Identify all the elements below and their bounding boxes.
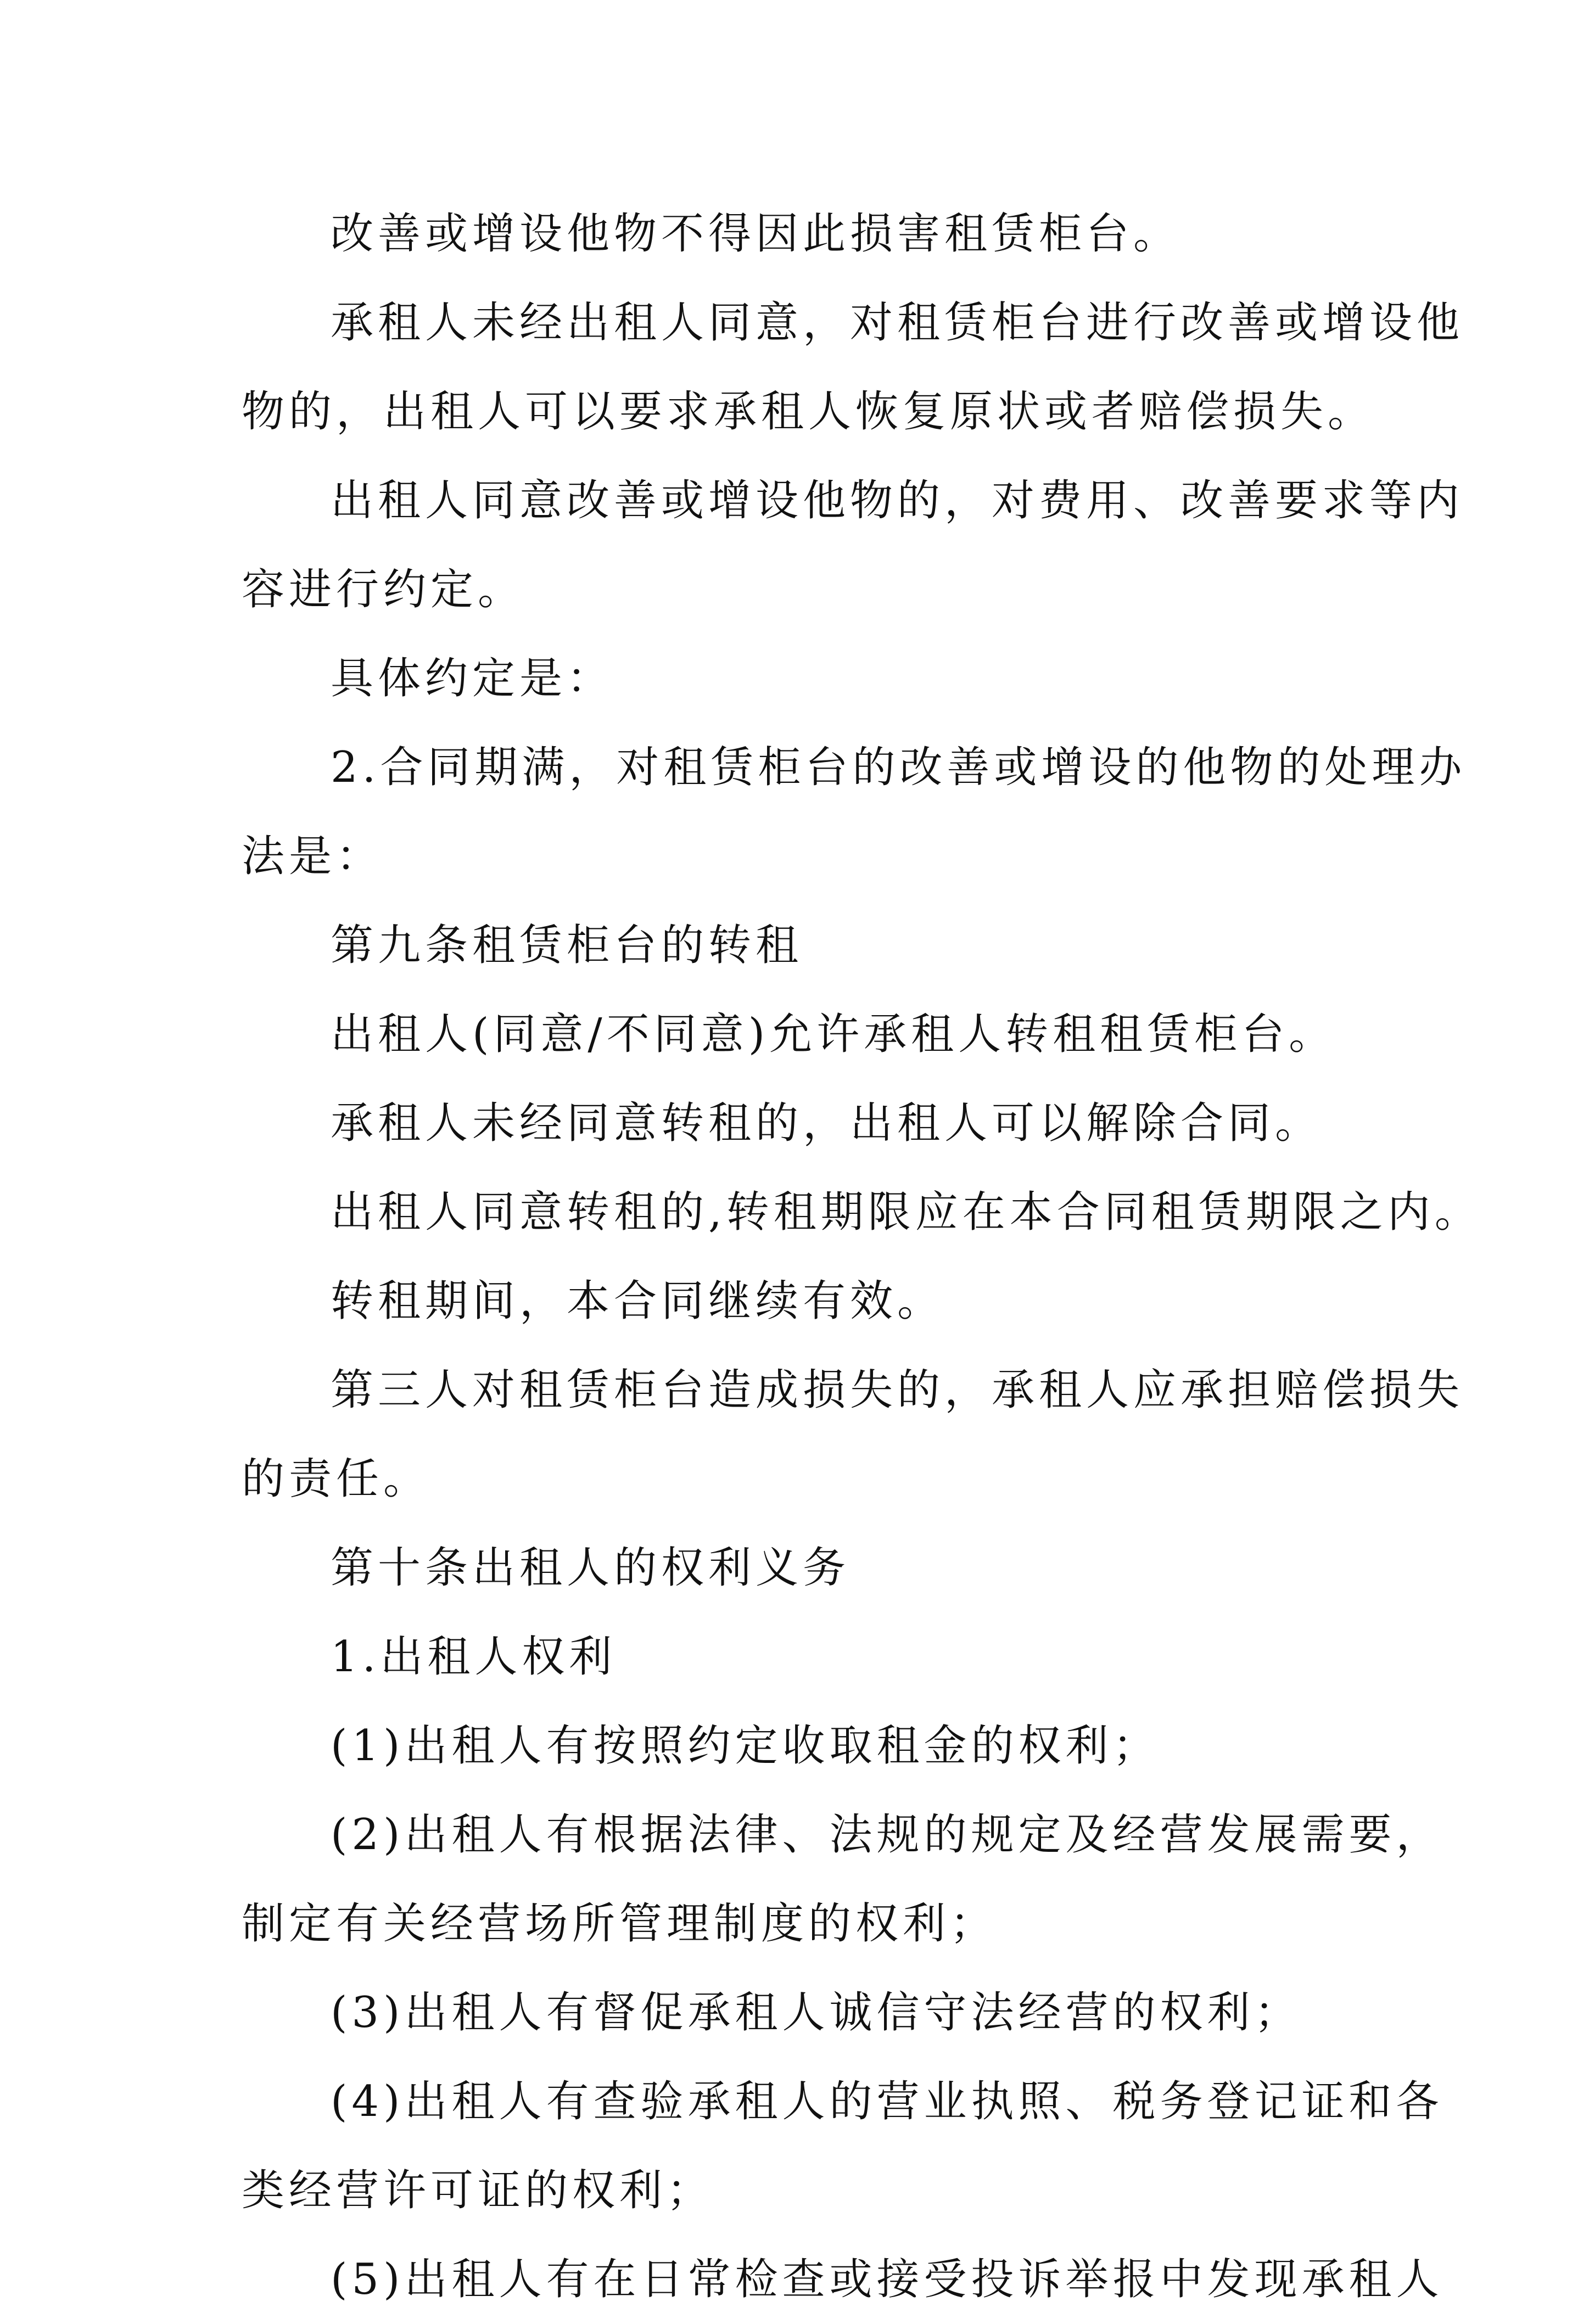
paragraph-line: 出租人同意改善或增设他物的，对费用、改善要求等内 [331, 476, 1464, 525]
paragraph-line: 容进行约定。 [242, 565, 525, 614]
list-item: (4)出租人有查验承租人的营业执照、税务登记证和各 [331, 2077, 1443, 2126]
paragraph-line: 2.合同期满，对租赁柜台的改善或增设的他物的处理办 [331, 743, 1467, 792]
list-item-continuation: 类经营许可证的权利； [242, 2166, 714, 2215]
list-item: (2)出租人有根据法律、法规的规定及经营发展需要， [331, 1810, 1443, 1860]
document-body [242, 189, 1482, 2324]
paragraph-line: 转租期间，本合同继续有效。 [331, 1276, 945, 1326]
paragraph-line: 承租人未经出租人同意，对租赁柜台进行改善或增设他 [331, 298, 1464, 348]
paragraph-line: 物的，出租人可以要求承租人恢复原状或者赔偿损失。 [242, 387, 1375, 436]
paragraph-line: 法是： [242, 832, 384, 881]
paragraph-line: 出租人同意转租的,转租期限应在本合同租赁期限之内。 [331, 1188, 1482, 1237]
paragraph-line: 承租人未经同意转租的，出租人可以解除合同。 [331, 1099, 1323, 1148]
paragraph-line: 具体约定是： [331, 654, 614, 703]
paragraph-line: 的责任。 [242, 1454, 431, 1504]
subsection-heading: 1.出租人权利 [331, 1632, 617, 1682]
paragraph-line: 改善或增设他物不得因此损害租赁柜台。 [331, 209, 1181, 259]
list-item-continuation: 制定有关经营场所管理制度的权利； [242, 1899, 998, 1948]
section-heading: 第九条租赁柜台的转租 [331, 921, 803, 970]
list-item: (5)出租人有在日常检查或接受投诉举报中发现承租人 [331, 2255, 1443, 2304]
list-item: (1)出租人有按照约定收取租金的权利； [331, 1721, 1160, 1771]
paragraph-line: 出租人(同意/不同意)允许承租人转租租赁柜台。 [331, 1010, 1336, 1059]
paragraph-line: 第三人对租赁柜台造成损失的，承租人应承担赔偿损失 [331, 1365, 1464, 1415]
list-item: (3)出租人有督促承租人诚信守法经营的权利； [331, 1988, 1302, 2037]
section-heading: 第十条出租人的权利义务 [331, 1543, 851, 1593]
